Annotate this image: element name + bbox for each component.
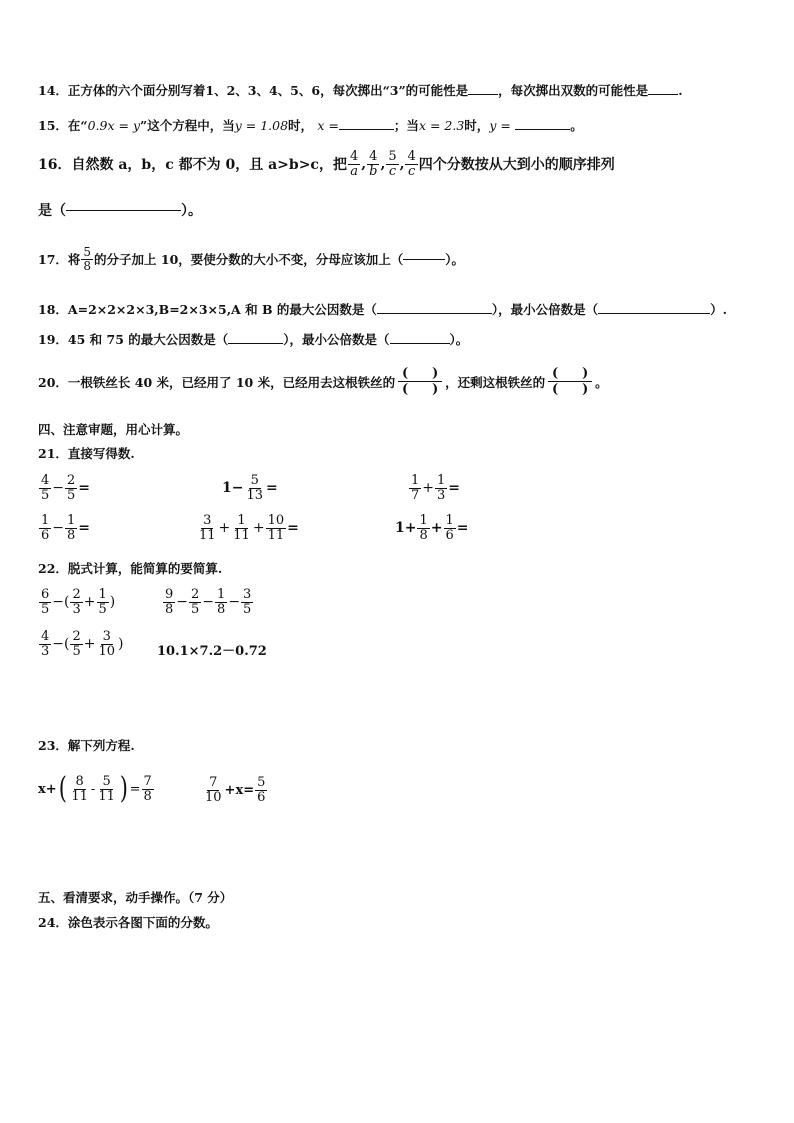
question-23-title: 23．解下列方程. (38, 738, 135, 753)
q15-x-value: x = 2.3 (418, 118, 465, 133)
q22-expr-2: $\frac{9}{8}$ − $\frac{2}{5}$ − $\frac{1}{8}$ − $\frac{3}{5}$ (165, 587, 252, 617)
frac-3-11: $\frac{3}{11}$ (199, 513, 216, 543)
frac-1-3: $\frac{1}{3}$ (437, 473, 446, 503)
question-20 (38, 366, 608, 397)
frac-5-13: $\frac{5}{13}$ (246, 473, 264, 503)
q14-text-a: 14．正方体的六个面分别写着1、2、3、4、5、6，每次掷出“3”的可能性是 (38, 83, 469, 98)
question-16: 16．自然数 a，b，c 都不为 0，且 a>b>c，把 $\frac{4}{a}$ , $\frac{4}{b}$ , $\frac{5}{c}$ , $\frac{4}{c}$ 四个分数按从大到小的顺序排列 (38, 149, 615, 179)
q22-expr-1: $\frac{6}{5}$ −( $\frac{2}{3}$ + $\frac{1}{5}$ ) (41, 587, 116, 617)
q17-text-a: 17．将 (38, 252, 81, 268)
q16-frac-3: $\frac{5}{c}$ (388, 149, 397, 179)
frac-2-5: $\frac{2}{5}$ (67, 473, 76, 503)
q16-frac-1: $\frac{4}{a}$ (349, 149, 359, 179)
q15-text-f: 。 (570, 118, 583, 133)
question-22-title: 22．脱式计算，能简算的要简算. (38, 561, 223, 576)
q20-text-c: 。 (595, 374, 608, 390)
question-18 (38, 304, 727, 317)
frac-1-6: $\frac{1}{6}$ (41, 513, 50, 543)
fraction: $\frac{7}{8}$ (143, 773, 152, 804)
q19-blank-2[interactable] (390, 342, 450, 344)
question-15 (38, 120, 583, 133)
q16-text-a: 16．自然数 a，b，c 都不为 0，且 a>b>c，把 (38, 157, 347, 174)
q15-text-d: ；当 (393, 118, 419, 133)
fraction: $\frac{1}{5}$ (98, 587, 107, 617)
section-5-heading: 五、看清要求，动手操作。（7 分） (38, 890, 233, 905)
q21-expr-1: $\frac{4}{5}$ − $\frac{2}{5}$ = (41, 473, 91, 503)
q21-expr-4: $\frac{1}{6}$ − $\frac{1}{8}$ = (41, 513, 91, 543)
fraction: $\frac{5}{6}$ (257, 775, 266, 805)
q22-expr-4: 10.1×7.2－0.72 (157, 644, 267, 659)
q19-blank-1[interactable] (228, 342, 283, 344)
fraction: $\frac{4}{3}$ (41, 629, 50, 659)
q14-blank-2[interactable] (648, 93, 678, 95)
q15-y-value: y = 1.08 (234, 118, 289, 133)
q14-text-c: . (678, 83, 683, 98)
q16-text-c: 是（ (38, 203, 66, 219)
q20-answer-frac-1[interactable]: $\frac{( )}{( )}$ (398, 366, 442, 397)
frac-10-11: $\frac{10}{11}$ (267, 513, 285, 543)
frac-1-7: $\frac{1}{7}$ (411, 473, 420, 503)
question-21-title: 21．直接写得数. (38, 446, 135, 461)
frac-4-5: $\frac{4}{5}$ (41, 473, 50, 503)
q22-expr-3: $\frac{4}{3}$ −( $\frac{2}{5}$ + $\frac{3}{10}$ ) (41, 629, 124, 659)
q17-text-c: ）。 (445, 252, 465, 268)
q15-equation: 0.9x = y (87, 118, 141, 133)
fraction: $\frac{2}{3}$ (72, 587, 81, 617)
question-16-line-2 (38, 200, 202, 220)
fraction: $\frac{6}{5}$ (41, 587, 50, 617)
frac-1-11: $\frac{1}{11}$ (233, 513, 250, 543)
q19-text-a: 19．45 和 75 的最大公因数是（ (38, 332, 229, 347)
q21-expr-6: 1 + $\frac{1}{8}$ + $\frac{1}{6}$ = (395, 513, 469, 543)
fraction: $\frac{7}{10}$ (205, 775, 222, 805)
fraction: $\frac{3}{10}$ (98, 629, 116, 659)
q23-equation-2: $\frac{7}{10}$ +x= $\frac{5}{6}$ (205, 775, 266, 805)
q20-answer-frac-2[interactable]: $\frac{( )}{( )}$ (548, 366, 592, 397)
q19-text-b: ），最小公倍数是（ (283, 332, 390, 347)
q20-text-a: 20．一根铁丝长 40 米，已经用了 10 米，已经用去这根铁丝的 (38, 374, 396, 390)
q17-text-b: 的分子加上 10，要使分数的大小不变，分母应该加上（ (94, 252, 404, 268)
q15-text-c: 时， (288, 118, 314, 133)
fraction: $\frac{8}{11}$ (71, 773, 88, 804)
fraction: $\frac{2}{5}$ (72, 629, 81, 659)
fraction: $\frac{2}{5}$ (191, 587, 200, 617)
fraction: $\frac{3}{5}$ (243, 587, 252, 617)
q18-blank-2[interactable] (598, 312, 710, 314)
question-19 (38, 334, 468, 347)
q18-text-c: ）. (710, 302, 728, 317)
question-24: 24．涂色表示各图下面的分数。 (38, 915, 218, 930)
q20-text-b: ，还剩这根铁丝的 (445, 374, 546, 390)
q19-text-c: ）。 (449, 332, 469, 347)
q14-blank-1[interactable] (468, 93, 498, 95)
fraction: $\frac{1}{8}$ (217, 587, 226, 617)
q21-expr-2: 1 − $\frac{5}{13}$ = (222, 473, 278, 503)
q15-blank-1[interactable] (339, 128, 394, 130)
q23-equation-1: x+ ( $\frac{8}{11}$ - $\frac{5}{11}$ ) = $\frac{7}{8}$ (38, 771, 152, 806)
q15-text-e: 时， (464, 118, 490, 133)
question-17 (38, 246, 464, 272)
q16-text-d: ）。 (181, 203, 202, 219)
q16-blank[interactable] (66, 209, 181, 211)
q15-y-label: y = (489, 118, 511, 133)
q15-text-a: 15．在“ (38, 118, 88, 133)
q16-frac-4: $\frac{4}{c}$ (407, 149, 416, 179)
q21-expr-3: $\frac{1}{7}$ + $\frac{1}{3}$ = (411, 473, 461, 503)
q14-text-b: ，每次掷出双数的可能性是 (498, 83, 649, 98)
q18-text-a: 18．A=2×2×2×3,B=2×3×5,A 和 B 的最大公因数是（ (38, 302, 377, 317)
q17-frac: $\frac{5}{8}$ (83, 245, 92, 273)
question-14 (38, 85, 683, 98)
q16-text-b: 四个分数按从大到小的顺序排列 (418, 157, 615, 174)
frac-1-8: $\frac{1}{8}$ (67, 513, 76, 543)
fraction: $\frac{5}{11}$ (98, 773, 115, 804)
frac-1-8b: $\frac{1}{8}$ (419, 513, 428, 543)
q15-blank-2[interactable] (515, 128, 570, 130)
fraction: $\frac{9}{8}$ (165, 587, 174, 617)
q17-blank[interactable] (403, 258, 445, 260)
q18-blank-1[interactable] (377, 312, 492, 314)
q15-text-b: ”这个方程中，当 (140, 118, 235, 133)
q16-frac-2: $\frac{4}{b}$ (369, 149, 378, 179)
frac-1-6b: $\frac{1}{6}$ (445, 513, 454, 543)
section-4-heading: 四、注意审题，用心计算。 (38, 422, 189, 437)
q15-x-label: x = (317, 118, 339, 133)
q18-text-b: ），最小公倍数是（ (491, 302, 599, 317)
q21-expr-5: $\frac{3}{11}$ + $\frac{1}{11}$ + $\frac{10}{11}$ = (199, 513, 299, 543)
